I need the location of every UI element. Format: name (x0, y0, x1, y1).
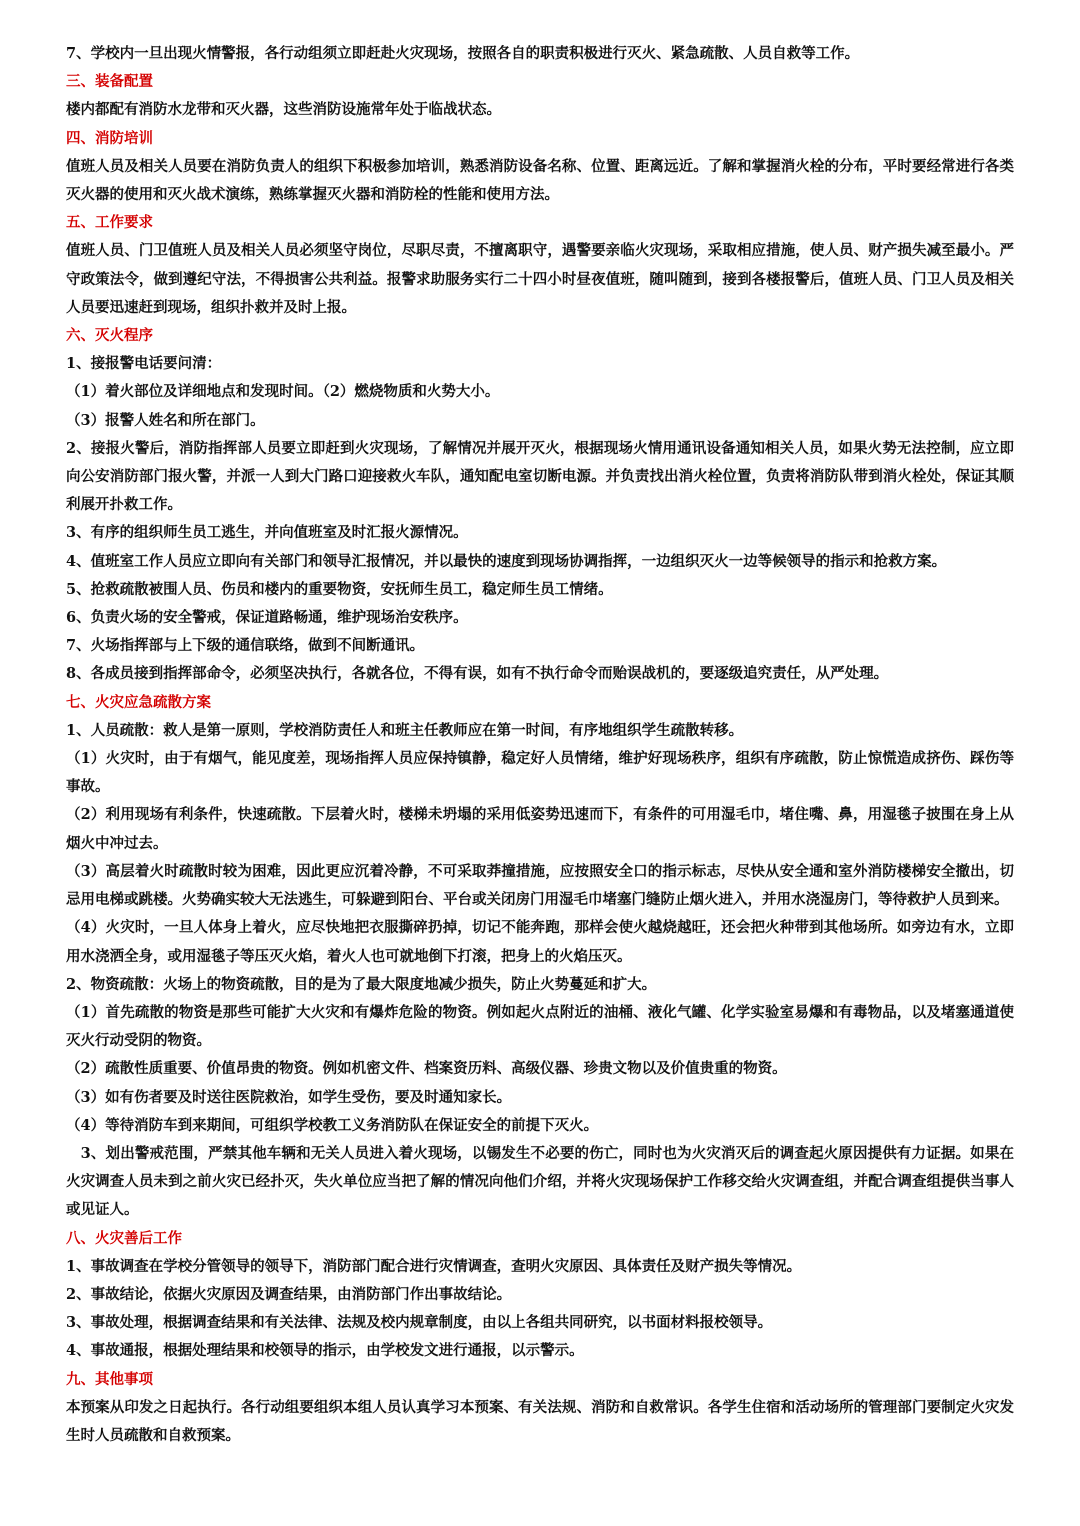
paragraph: 2、物资疏散：火场上的物资疏散，目的是为了最大限度地减少损失，防止火势蔓延和扩大。 (66, 975, 657, 993)
paragraph: （3）高层着火时疏散时较为困难，因此更应沉着冷静，不可采取莽撞措施，应按照安全口的指示标志，尽快从安全通和室外消防楼梯安全撤出，切忌用电梯或跳楼。火势确实较大无法逃生，可躲避到阳台、平台或关闭房门用湿毛巾堵塞门缝防止烟火进入，并用水浇湿房门，等待救护人员到来。 (66, 862, 1014, 909)
paragraph: 1、人员疏散：救人是第一原则，学校消防责任人和班主任教师应在第一时间，有序地组织学生疏散转移。 (66, 721, 744, 739)
paragraph: （3）报警人姓名和所在部门。 (66, 411, 265, 429)
paragraph: （2）疏散性质重要、价值昂贵的物资。例如机密文件、档案资历料、高级仪器、珍贵文物以及价值贵重的物资。 (66, 1060, 787, 1078)
paragraph: （4）火灾时，一旦人体身上着火，应尽快地把衣服撕碎扔掉，切记不能奔跑，那样会使火越烧越旺，还会把火种带到其他场所。如旁边有水，立即用水浇洒全身，或用湿毯子等压灭火焰，着火人也可就地倒下打滚，把身上的火焰压灭。 (66, 919, 1014, 965)
section-heading: 九、其他事项 (66, 1370, 153, 1388)
paragraph: （2）利用现场有利条件，快速疏散。下层着火时，楼梯未坍塌的采用低姿势迅速而下，有条件的可用湿毛巾，堵住嘴、鼻，用湿毯子披围在身上从烟火中冲过去。 (66, 806, 1014, 852)
paragraph: 5、抢救疏散被围人员、伤员和楼内的重要物资，安抚师生员工，稳定师生员工情绪。 (66, 580, 613, 598)
paragraph: 1、接报警电话要问清： (66, 355, 222, 373)
paragraph: 3、有序的组织师生员工逃生，并向值班室及时汇报火源情况。 (66, 524, 468, 542)
section-heading: 七、火灾应急疏散方案 (66, 693, 211, 711)
paragraph: 本预案从印发之日起执行。各行动组要组织本组人员认真学习本预案、有关法规、消防和自救常识。各学生住宿和活动场所的管理部门要制定火灾发生时人员疏散和自救预案。 (66, 1398, 1014, 1444)
paragraph: （3）如有伤者要及时送往医院救治，如学生受伤，要及时通知家长。 (66, 1088, 512, 1106)
paragraph: 1、事故调查在学校分管领导的领导下，消防部门配合进行灾情调查，查明火灾原因、具体责任及财产损失等情况。 (66, 1257, 802, 1275)
paragraph: （1）首先疏散的物资是那些可能扩大火灾和有爆炸危险的物资。例如起火点附近的油桶、液化气罐、化学实验室易爆和有毒物品，以及堵塞通道使灭火行动受阴的物资。 (66, 1003, 1014, 1050)
section-heading: 八、火灾善后工作 (66, 1229, 182, 1247)
paragraph: （1）火灾时，由于有烟气，能见度差，现场指挥人员应保持镇静，稳定好人员情绪，维护好现场秩序，组织有序疏散，防止惊慌造成挤伤、踩伤等事故。 (66, 750, 1014, 796)
paragraph: 7、学校内一旦出现火情警报，各行动组须立即赶赴火灾现场，按照各自的职责积极进行灭火、紧急疏散、人员自救等工作。 (66, 45, 860, 62)
paragraph: 3、事故处理，根据调查结果和有关法律、法规及校内规章制度，由以上各组共同研究，以书面材料报校领导。 (66, 1314, 773, 1332)
section-heading: 六、灭火程序 (66, 327, 153, 345)
paragraph: 值班人员、门卫值班人员及相关人员必须坚守岗位，尽职尽责，不擅离职守，遇警要亲临火灾现场，采取相应措施，使人员、财产损失减至最小。严守政策法令，做到遵纪守法，不得损害公共利益。报警求助服务实行二十四小时昼夜值班，随叫随到，接到各楼报警后，值班人员、门卫人员及相关人员要迅速赶到现场，组织扑救并及时上报。 (66, 242, 1014, 316)
section-heading: 四、消防培训 (66, 129, 153, 147)
paragraph: 3、划出警戒范围，严禁其他车辆和无关人员进入着火现场，以锡发生不必要的伤亡，同时也为火灾消灭后的调查起火原因提供有力证据。如果在火灾调查人员未到之前火灾已经扑灭，失火单位应当把了解的情况向他们介绍，并将火灾现场保护工作移交给火灾调查组，并配合调查组提供当事人或见证人。 (66, 1144, 1014, 1219)
paragraph: 7、火场指挥部与上下级的通信联络，做到不间断通讯。 (66, 637, 425, 655)
section-heading: 三、装备配置 (66, 73, 153, 91)
paragraph: 2、接报火警后，消防指挥部人员要立即赶到火灾现场，了解情况并展开灭火，根据现场火情用通讯设备通知相关人员，如果火势无法控制，应立即向公安消防部门报火警，并派一人到大门路口迎接救火车队，通知配电室切断电源。并负责找出消火栓位置，负责将消防队带到消火栓处，保证其顺利展开扑救工作。 (66, 439, 1014, 514)
paragraph: 2、事故结论，依据火灾原因及调查结果，由消防部门作出事故结论。 (66, 1285, 512, 1303)
paragraph: 楼内都配有消防水龙带和灭火器，这些消防设施常年处于临战状态。 (66, 101, 501, 119)
paragraph: （4）等待消防车到来期间，可组织学校教工义务消防队在保证安全的前提下灭火。 (66, 1116, 599, 1134)
section-heading: 五、工作要求 (66, 214, 153, 232)
paragraph: （1）着火部位及详细地点和发现时间。（2）燃烧物质和火势大小。 (66, 383, 500, 401)
document-body (66, 40, 1014, 1450)
paragraph: 4、值班室工作人员应立即向有关部门和领导汇报情况，并以最快的速度到现场协调指挥，一边组织灭火一边等候领导的指示和抢救方案。 (66, 552, 947, 570)
paragraph: 6、负责火场的安全警戒，保证道路畅通，维护现场治安秩序。 (66, 609, 468, 627)
paragraph: 8、各成员接到指挥部命令，必须坚决执行，各就各位，不得有误，如有不执行命令而贻误战机的，要逐级追究责任，从严处理。 (66, 665, 889, 683)
paragraph: 值班人员及相关人员要在消防负责人的组织下积极参加培训，熟悉消防设备名称、位置、距离远近。了解和掌握消火栓的分布，平时要经常进行各类灭火器的使用和灭火战术演练，熟练掌握灭火器和消防栓的性能和使用方法。 (66, 157, 1014, 204)
paragraph: 4、事故通报，根据处理结果和校领导的指示，由学校发文进行通报，以示警示。 (66, 1342, 584, 1360)
